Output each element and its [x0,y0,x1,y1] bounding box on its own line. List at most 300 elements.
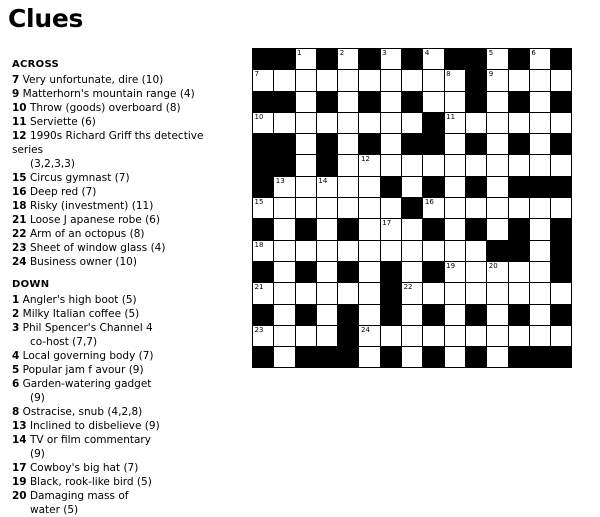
grid-cell[interactable] [338,176,359,197]
grid-cell[interactable] [508,325,529,346]
grid-cell[interactable] [402,112,423,133]
grid-block-cell [338,325,359,346]
grid-cell[interactable] [487,219,508,240]
grid-cell[interactable] [338,49,359,70]
grid-cell[interactable] [380,325,401,346]
clue-number: 19 [12,476,27,488]
grid-block-cell [402,49,423,70]
clue-item[interactable] [12,363,227,377]
clue-number: 21 [12,214,27,226]
grid-cell[interactable] [529,155,550,176]
grid-cell[interactable] [529,70,550,91]
clue-item[interactable] [12,171,227,185]
grid-cell[interactable] [444,134,465,155]
grid-cell-number: 20 [488,261,498,270]
grid-cell[interactable] [274,112,295,133]
grid-cell[interactable] [274,240,295,261]
grid-block-cell [551,49,572,70]
grid-cell-number: 11 [446,112,456,121]
grid-cell-number: 8 [446,70,451,79]
clue-text: Damaging mass of [29,490,129,502]
grid-cell[interactable] [316,325,337,346]
grid-cell[interactable] [465,261,486,282]
clue-number: 9 [12,88,20,100]
grid-cell[interactable] [295,283,316,304]
grid-row [253,283,572,304]
grid-cell[interactable] [316,240,337,261]
clue-number: 8 [12,406,20,418]
grid-block-cell [551,347,572,368]
grid-cell[interactable] [508,198,529,219]
grid-cell[interactable] [487,112,508,133]
clue-item[interactable] [12,227,227,241]
grid-block-cell [508,347,529,368]
grid-block-cell [423,176,444,197]
grid-cell[interactable] [487,155,508,176]
clue-item[interactable] [12,321,227,335]
grid-cell[interactable] [359,304,380,325]
grid-block-cell [529,176,550,197]
clue-text: Milky Italian coffee (5) [22,308,140,320]
grid-cell[interactable] [380,49,401,70]
grid-cell[interactable] [402,219,423,240]
clue-item[interactable] [12,419,227,433]
clue-item[interactable] [12,349,227,363]
grid-block-cell [402,198,423,219]
grid-cell[interactable] [295,198,316,219]
grid-cell[interactable] [465,325,486,346]
grid-cell[interactable] [529,49,550,70]
down-heading: DOWN [12,279,50,290]
grid-cell[interactable] [274,347,295,368]
grid-cell[interactable] [487,134,508,155]
grid-cell[interactable] [253,240,274,261]
clue-number: 17 [12,462,27,474]
grid-row [253,198,572,219]
grid-cell[interactable] [487,176,508,197]
grid-cell[interactable] [295,91,316,112]
grid-block-cell [380,261,401,282]
grid-cell[interactable] [487,70,508,91]
grid-cell[interactable] [380,219,401,240]
grid-cell[interactable] [487,49,508,70]
grid-cell[interactable] [380,91,401,112]
grid-block-cell [423,219,444,240]
grid-cell[interactable] [529,261,550,282]
grid-cell[interactable] [423,155,444,176]
grid-cell[interactable] [423,198,444,219]
grid-cell-number: 24 [360,325,370,334]
grid-cell[interactable] [274,304,295,325]
grid-cell[interactable] [465,198,486,219]
grid-block-cell [316,91,337,112]
clue-item[interactable] [12,447,227,461]
grid-cell[interactable] [529,219,550,240]
grid-cell[interactable] [402,347,423,368]
clue-item[interactable] [12,503,227,517]
grid-cell-number: 4 [424,49,430,57]
grid-cell[interactable] [551,155,572,176]
grid-block-cell [423,304,444,325]
grid-cell[interactable] [551,112,572,133]
clue-number: 15 [12,172,27,184]
grid-cell[interactable] [487,91,508,112]
grid-cell[interactable] [338,283,359,304]
clue-text: (9) [30,392,45,404]
grid-cell[interactable] [444,155,465,176]
grid-cell[interactable] [274,198,295,219]
grid-row [253,261,572,282]
grid-cell[interactable] [380,198,401,219]
grid-cell[interactable] [295,134,316,155]
clue-number: 1 [12,294,20,306]
grid-cell[interactable] [402,325,423,346]
clue-number: 2 [12,308,20,320]
grid-row [253,134,572,155]
grid-block-cell [551,219,572,240]
grid-cell[interactable] [295,112,316,133]
grid-row [253,176,572,197]
clue-text: Black, rook-like bird (5) [29,476,152,488]
grid-cell[interactable] [529,240,550,261]
grid-cell[interactable] [529,198,550,219]
grid-cell[interactable] [551,198,572,219]
clue-text: TV or film commentary [29,434,151,446]
grid-cell[interactable] [338,198,359,219]
grid-cell[interactable] [359,347,380,368]
grid-block-cell [253,91,274,112]
grid-cell[interactable] [402,283,423,304]
grid-cell[interactable] [444,70,465,91]
clue-item[interactable] [12,157,227,171]
grid-cell[interactable] [529,112,550,133]
grid-block-cell [423,112,444,133]
grid-cell[interactable] [508,261,529,282]
grid-cell[interactable] [551,70,572,91]
grid-cell[interactable] [253,283,274,304]
grid-cell[interactable] [423,91,444,112]
clue-item[interactable] [12,255,227,269]
clue-item[interactable] [12,461,227,475]
grid-block-cell [508,219,529,240]
grid-cell-number: 21 [254,283,264,292]
grid-cell[interactable] [359,198,380,219]
grid-cell[interactable] [444,261,465,282]
across-clue-list [12,73,227,269]
grid-cell[interactable] [423,49,444,70]
clue-text: Popular jam f avour (9) [22,364,144,376]
grid-cell[interactable] [487,261,508,282]
grid-cell[interactable] [338,134,359,155]
grid-cell[interactable] [380,134,401,155]
grid-cell[interactable] [551,283,572,304]
grid-cell[interactable] [402,176,423,197]
grid-cell[interactable] [423,325,444,346]
grid-cell[interactable] [423,240,444,261]
grid-cell[interactable] [444,176,465,197]
clue-text: Garden-watering gadget [22,378,152,390]
grid-row [253,304,572,325]
grid-block-cell [359,91,380,112]
grid-cell[interactable] [359,112,380,133]
grid-cell[interactable] [338,155,359,176]
clue-number: 14 [12,434,27,446]
grid-cell-number: 17 [382,219,392,228]
clue-number: 11 [12,116,27,128]
clue-item[interactable] [12,87,227,101]
grid-cell[interactable] [487,198,508,219]
clue-item[interactable] [12,199,227,213]
grid-cell[interactable] [402,240,423,261]
clue-text: Serviette (6) [29,116,96,128]
grid-cell[interactable] [253,325,274,346]
grid-cell[interactable] [316,261,337,282]
grid-cell-number: 15 [254,198,264,207]
clue-number: 12 [12,130,27,142]
grid-block-cell [274,155,295,176]
grid-cell[interactable] [359,240,380,261]
grid-cell[interactable] [359,176,380,197]
grid-block-cell [359,134,380,155]
clue-item[interactable] [12,489,227,503]
clue-number: 13 [12,420,27,432]
grid-cell[interactable] [359,325,380,346]
grid-block-cell [551,261,572,282]
clue-text: Circus gymnast (7) [29,172,130,184]
grid-row [253,112,572,133]
grid-cell[interactable] [253,70,274,91]
grid-block-cell [508,176,529,197]
grid-cell[interactable] [444,325,465,346]
grid-cell-number: 13 [275,176,285,185]
grid-cell[interactable] [508,112,529,133]
grid-block-cell [423,347,444,368]
grid-cell[interactable] [316,112,337,133]
clue-number: 24 [12,256,27,268]
grid-cell[interactable] [274,219,295,240]
clue-item[interactable] [12,241,227,255]
grid-block-cell [253,155,274,176]
grid-cell[interactable] [508,155,529,176]
grid-cell[interactable] [295,325,316,346]
clue-text: Deep red (7) [29,186,97,198]
grid-cell[interactable] [487,347,508,368]
grid-cell-number: 7 [254,70,259,79]
clue-list-spacer [12,269,227,278]
grid-block-cell [253,261,274,282]
grid-block-cell [316,155,337,176]
clue-text: Local governing body (7) [22,350,154,362]
grid-cell[interactable] [529,91,550,112]
clues-column [12,58,227,517]
grid-cell-number: 14 [318,176,328,185]
grid-cell[interactable] [529,283,550,304]
grid-cell-number: 2 [339,49,345,57]
clue-number: 22 [12,228,27,240]
grid-cell[interactable] [316,219,337,240]
page-title: Clues [8,4,84,33]
grid-cell[interactable] [316,198,337,219]
clue-text: Arm of an octopus (8) [29,228,145,240]
grid-cell[interactable] [402,70,423,91]
grid-block-cell [253,219,274,240]
grid-block-cell [274,91,295,112]
clue-text: Matterhorn's mountain range (4) [22,88,195,100]
grid-cell[interactable] [295,70,316,91]
clue-item[interactable] [12,307,227,321]
grid-cell[interactable] [529,325,550,346]
clue-item[interactable] [12,377,227,391]
clue-text: Risky (investment) (11) [29,200,154,212]
grid-cell[interactable] [295,240,316,261]
grid-cell[interactable] [465,283,486,304]
grid-cell[interactable] [380,112,401,133]
grid-cell[interactable] [359,70,380,91]
grid-block-cell [338,304,359,325]
grid-cell[interactable] [338,240,359,261]
clue-number: 3 [12,322,20,334]
grid-cell[interactable] [295,49,316,70]
grid-block-cell [465,347,486,368]
grid-cell[interactable] [316,283,337,304]
clue-text: Very unfortunate, dire (10) [22,74,164,86]
grid-cell[interactable] [402,261,423,282]
grid-cell[interactable] [487,304,508,325]
grid-cell[interactable] [295,155,316,176]
grid-cell[interactable] [380,240,401,261]
grid-cell[interactable] [316,304,337,325]
grid-block-cell [338,347,359,368]
grid-row [253,240,572,261]
clue-item[interactable] [12,405,227,419]
clue-number: 23 [12,242,27,254]
grid-block-cell [295,304,316,325]
grid-block-cell [465,176,486,197]
grid-cell[interactable] [487,325,508,346]
clue-item[interactable] [12,335,227,349]
grid-block-cell [402,134,423,155]
grid-block-cell [444,49,465,70]
across-heading: ACROSS [12,59,60,70]
clue-text: 1990s Richard Griff ths detective series [12,130,204,156]
grid-row [253,49,572,70]
down-clue-list [12,293,227,517]
grid-cell[interactable] [338,91,359,112]
grid-cell[interactable] [274,261,295,282]
grid-cell[interactable] [274,70,295,91]
clue-item[interactable] [12,213,227,227]
grid-cell[interactable] [295,176,316,197]
grid-block-cell [551,134,572,155]
grid-cell[interactable] [338,70,359,91]
grid-cell[interactable] [529,304,550,325]
grid-cell[interactable] [508,283,529,304]
grid-cell[interactable] [444,240,465,261]
grid-cell[interactable] [359,261,380,282]
grid-cell-number: 12 [360,155,370,164]
grid-block-cell [551,91,572,112]
grid-cell[interactable] [444,347,465,368]
crossword-grid-table [252,48,572,368]
grid-block-cell [487,240,508,261]
clue-item[interactable] [12,115,227,129]
grid-block-cell [274,49,295,70]
grid-block-cell [295,347,316,368]
grid-cell[interactable] [359,219,380,240]
grid-cell[interactable] [402,304,423,325]
grid-cell[interactable] [402,155,423,176]
grid-block-cell [465,219,486,240]
grid-cell-number: 16 [424,198,434,207]
clue-item[interactable] [12,185,227,199]
grid-cell-number: 5 [488,49,494,57]
grid-cell[interactable] [316,176,337,197]
clue-number: 20 [12,490,27,502]
clue-item[interactable] [12,475,227,489]
clue-item[interactable] [12,293,227,307]
grid-cell[interactable] [444,219,465,240]
grid-block-cell [508,304,529,325]
grid-cell[interactable] [465,112,486,133]
grid-block-cell [508,91,529,112]
grid-cell[interactable] [380,70,401,91]
grid-block-cell [529,347,550,368]
clue-text: water (5) [30,504,79,516]
grid-cell[interactable] [444,283,465,304]
clue-item[interactable] [12,129,227,157]
grid-cell[interactable] [338,112,359,133]
grid-cell[interactable] [274,325,295,346]
grid-cell[interactable] [465,155,486,176]
grid-cell[interactable] [487,283,508,304]
grid-cell[interactable] [380,155,401,176]
grid-cell[interactable] [274,283,295,304]
clue-number: 10 [12,102,27,114]
grid-cell[interactable] [444,304,465,325]
grid-cell[interactable] [551,325,572,346]
clue-text: Sheet of window glass (4) [29,242,166,254]
clue-item[interactable] [12,73,227,87]
grid-cell[interactable] [359,283,380,304]
grid-cell[interactable] [423,283,444,304]
grid-cell[interactable] [316,70,337,91]
grid-cell[interactable] [444,112,465,133]
grid-block-cell [465,70,486,91]
clue-item[interactable] [12,101,227,115]
grid-block-cell [295,261,316,282]
grid-cell[interactable] [508,70,529,91]
grid-cell[interactable] [253,112,274,133]
clue-number: 5 [12,364,20,376]
grid-cell-number: 1 [297,49,302,57]
grid-cell[interactable] [465,240,486,261]
clue-text: co-host (7,7) [30,336,98,348]
clue-item[interactable] [12,391,227,405]
grid-cell[interactable] [444,198,465,219]
clue-text: Ostracise, snub (4,2,8) [22,406,143,418]
grid-block-cell [551,176,572,197]
grid-cell[interactable] [444,91,465,112]
clue-item[interactable] [12,433,227,447]
grid-cell[interactable] [423,70,444,91]
grid-row [253,325,572,346]
grid-cell[interactable] [359,155,380,176]
grid-cell[interactable] [529,134,550,155]
grid-block-cell [551,240,572,261]
grid-cell[interactable] [274,176,295,197]
grid-block-cell [508,240,529,261]
grid-cell[interactable] [253,198,274,219]
